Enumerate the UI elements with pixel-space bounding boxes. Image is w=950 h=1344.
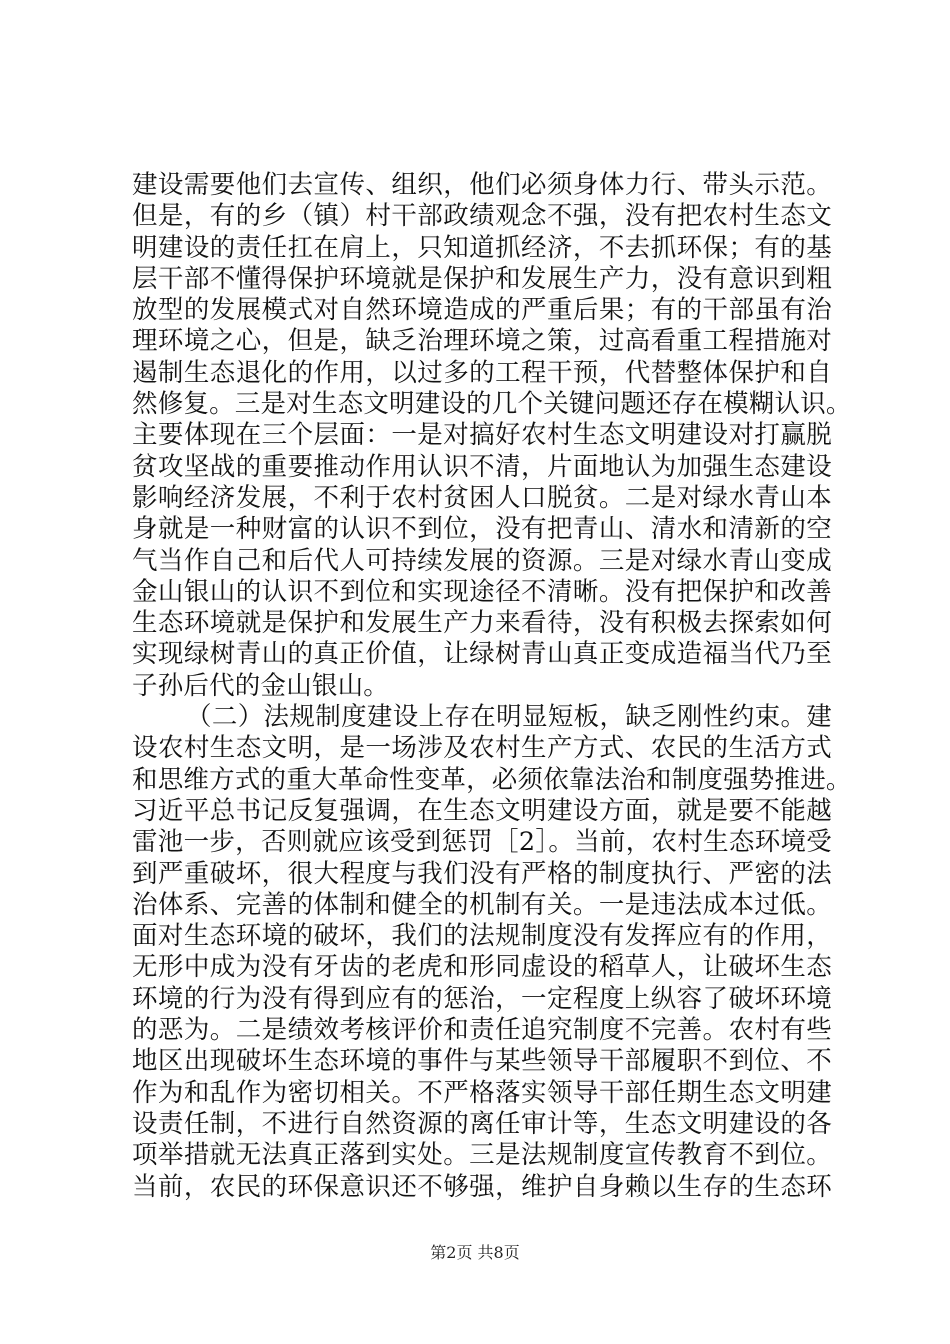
text-line: 然修复。三是对生态文明建设的几个关键问题还存在模糊认识。 [132,389,852,420]
text-line: 面对生态环境的破坏，我们的法规制度没有发挥应有的作用， [132,921,832,952]
text-line: 子孙后代的金山银山。 [132,670,390,701]
document-body [132,170,852,1203]
text-line: 贫攻坚战的重要推动作用认识不清，片面地认为加强生态建设 [132,451,832,482]
text-line: 影响经济发展，不利于农村贫困人口脱贫。二是对绿水青山本 [132,482,832,513]
text-line: 气当作自己和后代人可持续发展的资源。三是对绿水青山变成 [132,545,832,576]
text-line: 的恶为。二是绩效考核评价和责任追究制度不完善。农村有些 [132,1015,832,1046]
text-line: 设责任制，不进行自然资源的离任审计等，生态文明建设的各 [132,1108,832,1139]
text-line: 建设需要他们去宣传、组织，他们必须身体力行、带头示范。 [132,170,832,200]
text-line: 治体系、完善的体制和健全的机制有关。一是违法成本过低。 [132,889,832,920]
text-line: 无形中成为没有牙齿的老虎和形同虚设的稻草人，让破坏生态 [132,952,832,983]
text-line: 项举措就无法真正落到实处。三是法规制度宣传教育不到位。 [132,1140,832,1171]
text-line: 雷池一步，否则就应该受到惩罚［2］。当前，农村生态环境受 [132,827,832,858]
text-line: 到严重破坏，很大程度与我们没有严格的制度执行、严密的法 [132,858,832,889]
text-line: 主要体现在三个层面：一是对搞好农村生态文明建设对打赢脱 [132,420,832,451]
text-line: 放型的发展模式对自然环境造成的严重后果；有的干部虽有治 [132,295,832,326]
text-line: 设农村生态文明，是一场涉及农村生产方式、农民的生活方式 [132,733,832,764]
text-line: 作为和乱作为密切相关。不严格落实领导干部任期生态文明建 [132,1077,832,1108]
text-line: 习近平总书记反复强调，在生态文明建设方面，就是要不能越 [132,795,832,826]
paragraph [132,170,852,702]
text-line: 但是，有的乡（镇）村干部政绩观念不强，没有把农村生态文 [132,201,832,232]
text-line: 身就是一种财富的认识不到位，没有把青山、清水和清新的空 [132,514,832,545]
text-line: 层干部不懂得保护环境就是保护和发展生产力，没有意识到粗 [132,263,832,294]
text-line: 地区出现破坏生态环境的事件与某些领导干部履职不到位、不 [132,1046,832,1077]
text-line: （二）法规制度建设上存在明显短板，缺乏刚性约束。建 [186,702,832,733]
text-line: 遏制生态退化的作用，以过多的工程干预，代替整体保护和自 [132,357,832,388]
text-line: 理环境之心，但是，缺乏治理环境之策，过高看重工程措施对 [132,326,832,357]
text-line: 生态环境就是保护和发展生产力来看待，没有积极去探索如何 [132,608,832,639]
text-line: 金山银山的认识不到位和实现途径不清晰。没有把保护和改善 [132,576,832,607]
text-line: 明建设的责任扛在肩上，只知道抓经济，不去抓环保；有的基 [132,232,832,263]
text-line: 和思维方式的重大革命性变革，必须依靠法治和制度强势推进。 [132,764,852,795]
paragraph [132,702,852,1203]
text-line: 当前，农民的环保意识还不够强，维护自身赖以生存的生态环 [132,1171,832,1202]
text-line: 实现绿树青山的真正价值，让绿树青山真正变成造福当代乃至 [132,639,832,670]
text-line: 环境的行为没有得到应有的惩治，一定程度上纵容了破坏环境 [132,983,832,1014]
page-footer: 第2页 共8页 [430,1243,520,1262]
